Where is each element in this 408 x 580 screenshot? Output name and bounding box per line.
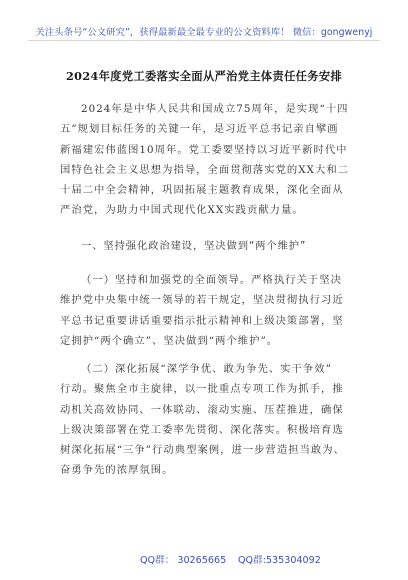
header-divider [28,40,380,41]
document-title: 2024年度党工委落实全面从严治党主体责任任务安排 [65,69,343,83]
heading-line: 一、坚持强化政治建设，坚决做到“两个维护” [81,240,307,252]
text-line: 五”规划目标任务的关键一年，是习近平总书记亲自擘画 [60,123,339,136]
text-line: 新福建宏伟蓝图10周年。党工委要坚持以习近平新时代中 [60,143,348,156]
section-heading [60,236,352,256]
text-line: 2024年是中华人民共和国成立75周年，是实现“十四 [81,103,349,115]
footer-qq-primary: QQ群： 30265665 [140,555,227,566]
text-line: 行动。聚焦全市主旋律，以一批重点专项工作为抓手，推 [60,383,344,396]
text-line: 动机关高效协同、一体联动、滚动实施、压茬推进，确保 [60,403,344,416]
paragraph-intro [60,99,352,221]
paragraph-item-2 [60,359,352,481]
footer-contact [0,548,408,570]
paragraph-item-1 [60,270,352,351]
text-line: 平总书记重要讲话重要指示批示精神和上级决策部署，坚 [60,314,344,327]
text-line: 国特色社会主义思想为指导，全面贯彻落实党的XX大和二 [60,163,350,176]
text-line: （一）坚持和加强党的全面领导。严格执行关于坚决 [81,274,342,286]
text-line: 奋勇争先的浓厚氛围。 [60,464,174,477]
text-line: 上级决策部署在党工委率先贯彻、深化落实。积极培育选 [60,423,344,436]
text-line: 定拥护“两个确立”、坚决做到“两个维护”。 [60,334,279,347]
text-line: 十届二中全会精神，巩固拓展主题教育成果，深化全面从 [60,184,344,197]
text-line: 严治党，为助力中国式现代化XX实践贡献力量。 [60,204,304,217]
text-line: （二）深化拓展“深学争优、敢为争先、实干争效” [81,363,332,375]
header-banner [0,12,408,50]
text-line: 维护党中央集中统一领导的若干规定，坚决贯彻执行习近 [60,294,344,307]
header-notice: 关注头条号“公文研究”，获得最新最全最专业的公文资料库！ 微信：gongwenyj [35,27,373,38]
footer-qq-secondary: QQ群:535304092 [238,555,321,566]
text-line: 树深化拓展“三争”行动典型案例，进一步营造担当敢为、 [60,444,345,457]
